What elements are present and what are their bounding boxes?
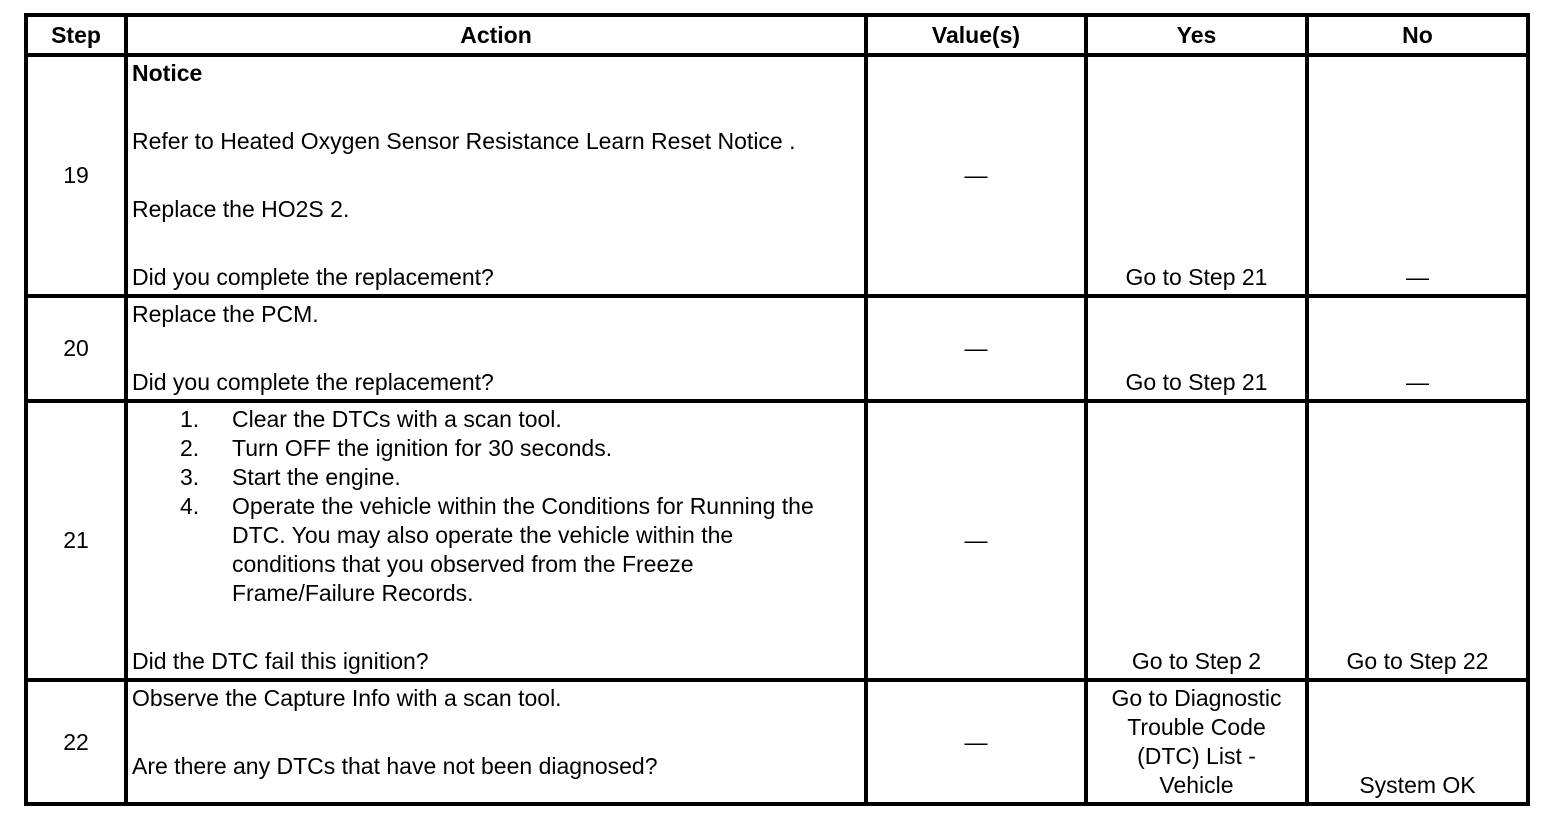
no-cell: Go to Step 22 [1307,401,1528,680]
value-cell: — [866,296,1086,401]
table-row-step-21 [26,401,1528,680]
table-row-step-19 [26,55,1528,296]
list-item-text: Operate the vehicle within the Conditions for Running the DTC. You may also operate the vehicle within the conditions that you observed from the Freeze Frame/Failure Records. [232,493,814,606]
action-text: Replace the HO2S 2. [132,196,350,222]
action-question: Did you complete the replacement? [132,369,494,395]
list-item [132,434,860,463]
action-question: Are there any DTCs that have not been diagnosed? [132,753,658,779]
list-item [132,492,860,608]
list-item-text: Start the engine. [232,464,401,490]
no-cell: — [1307,55,1528,296]
yes-cell: Go to Diagnostic Trouble Code (DTC) List - Vehicle [1086,680,1307,804]
yes-cell: Go to Step 21 [1086,55,1307,296]
action-cell [126,401,866,680]
list-item-text: Turn OFF the ignition for 30 seconds. [232,435,613,461]
step-number: 21 [26,401,126,680]
action-text: Observe the Capture Info with a scan tool. [132,685,562,711]
list-item-text: Clear the DTCs with a scan tool. [232,406,562,432]
action-text: Replace the PCM. [132,301,319,327]
list-item-number: 4. [180,493,200,519]
list-item-number: 2. [180,435,200,461]
header-row [26,15,1528,55]
action-question: Did the DTC fail this ignition? [132,648,429,674]
list-item [132,405,860,434]
notice-label: Notice [132,60,203,86]
yes-cell: Go to Step 2 [1086,401,1307,680]
header-action: Action [126,15,866,55]
no-cell: — [1307,296,1528,401]
action-cell [126,680,866,804]
action-cell [126,296,866,401]
yes-cell: Go to Step 21 [1086,296,1307,401]
value-cell: — [866,401,1086,680]
list-item-number: 3. [180,464,200,490]
header-step: Step [26,15,126,55]
step-number: 20 [26,296,126,401]
diagnostic-table [24,13,1530,806]
header-yes: Yes [1086,15,1307,55]
no-cell: System OK [1307,680,1528,804]
list-item [132,463,860,492]
action-cell [126,55,866,296]
table-row-step-20 [26,296,1528,401]
procedure-list [132,405,860,608]
step-number: 22 [26,680,126,804]
action-text: Refer to Heated Oxygen Sensor Resistance Learn Reset Notice . [132,128,796,154]
value-cell: — [866,680,1086,804]
step-number: 19 [26,55,126,296]
action-question: Did you complete the replacement? [132,264,494,290]
table-row-step-22 [26,680,1528,804]
list-item-number: 1. [180,406,200,432]
value-cell: — [866,55,1086,296]
header-values: Value(s) [866,15,1086,55]
header-no: No [1307,15,1528,55]
